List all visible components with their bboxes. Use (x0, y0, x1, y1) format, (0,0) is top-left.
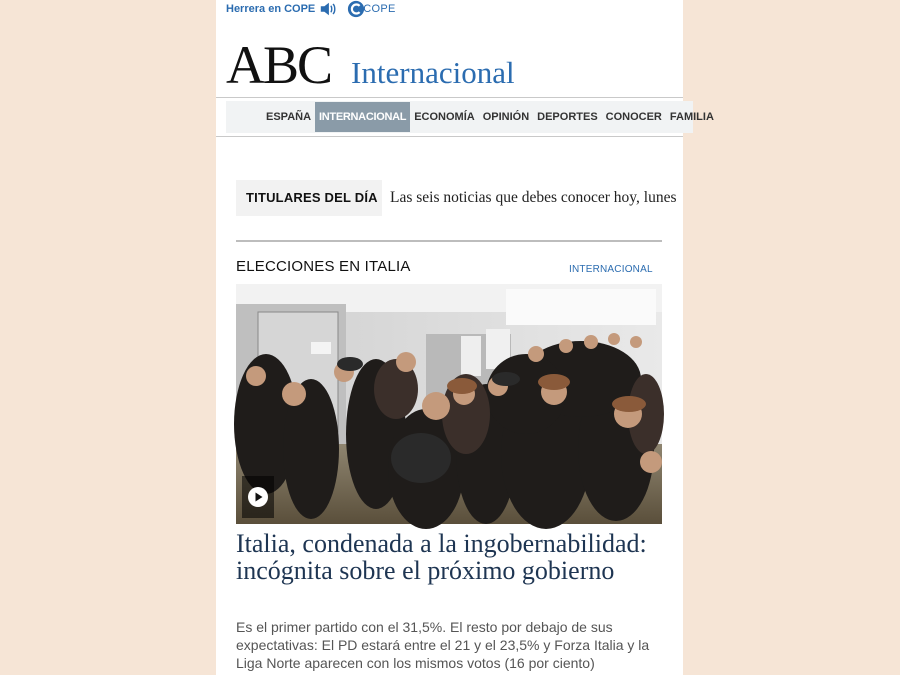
cope-logo[interactable] (347, 0, 395, 18)
polling-station-photo (236, 284, 662, 524)
nav-item-3[interactable]: ECONOMÍA (414, 111, 475, 123)
play-icon (247, 486, 269, 508)
speaker-icon[interactable] (319, 0, 337, 18)
abc-logo[interactable]: ABC (226, 35, 332, 95)
titulares-label: TITULARES DEL DÍA (246, 190, 378, 205)
nav-item-4[interactable]: OPINIÓN (482, 111, 530, 123)
article-summary: Es el primer partido con el 31,5%. El resto por debajo de sus expectativas: El PD estará entre el 21 y el 23,5% y Forza Italia y la Liga Norte aparecen con los mismos votos (16 por ciento) (236, 619, 650, 671)
article-category[interactable]: INTERNACIONAL (569, 264, 653, 275)
titulares-ticker[interactable] (382, 180, 683, 216)
radio-link[interactable]: Herrera en COPE (226, 3, 316, 15)
ticker-headline[interactable]: Las seis noticias que debes conocer hoy, lunes (390, 189, 677, 206)
masthead (226, 35, 515, 95)
nav-item-7[interactable]: FAMILIA (669, 111, 714, 123)
nav-item-1[interactable]: ESPAÑA (266, 111, 312, 123)
article-headline[interactable]: Italia, condenada a la ingobernabilidad: incógnita sobre el próximo gobierno (236, 529, 647, 585)
divider (236, 240, 662, 242)
page (216, 0, 714, 675)
nav-item-5[interactable]: DEPORTES (537, 111, 598, 123)
cope-logo-text: COPE (363, 3, 396, 15)
titulares-bar (236, 180, 683, 216)
section-title[interactable]: Internacional (351, 55, 515, 90)
section-nav (216, 97, 714, 137)
top-bar (226, 0, 396, 18)
video-play-button[interactable] (242, 476, 274, 518)
nav-item-6[interactable]: CONOCER (605, 111, 662, 123)
section-nav-inner (226, 101, 714, 133)
article-photo[interactable] (236, 284, 662, 524)
nav-item-2[interactable]: INTERNACIONAL (315, 102, 410, 132)
article-kicker[interactable]: ELECCIONES EN ITALIA (236, 258, 411, 275)
